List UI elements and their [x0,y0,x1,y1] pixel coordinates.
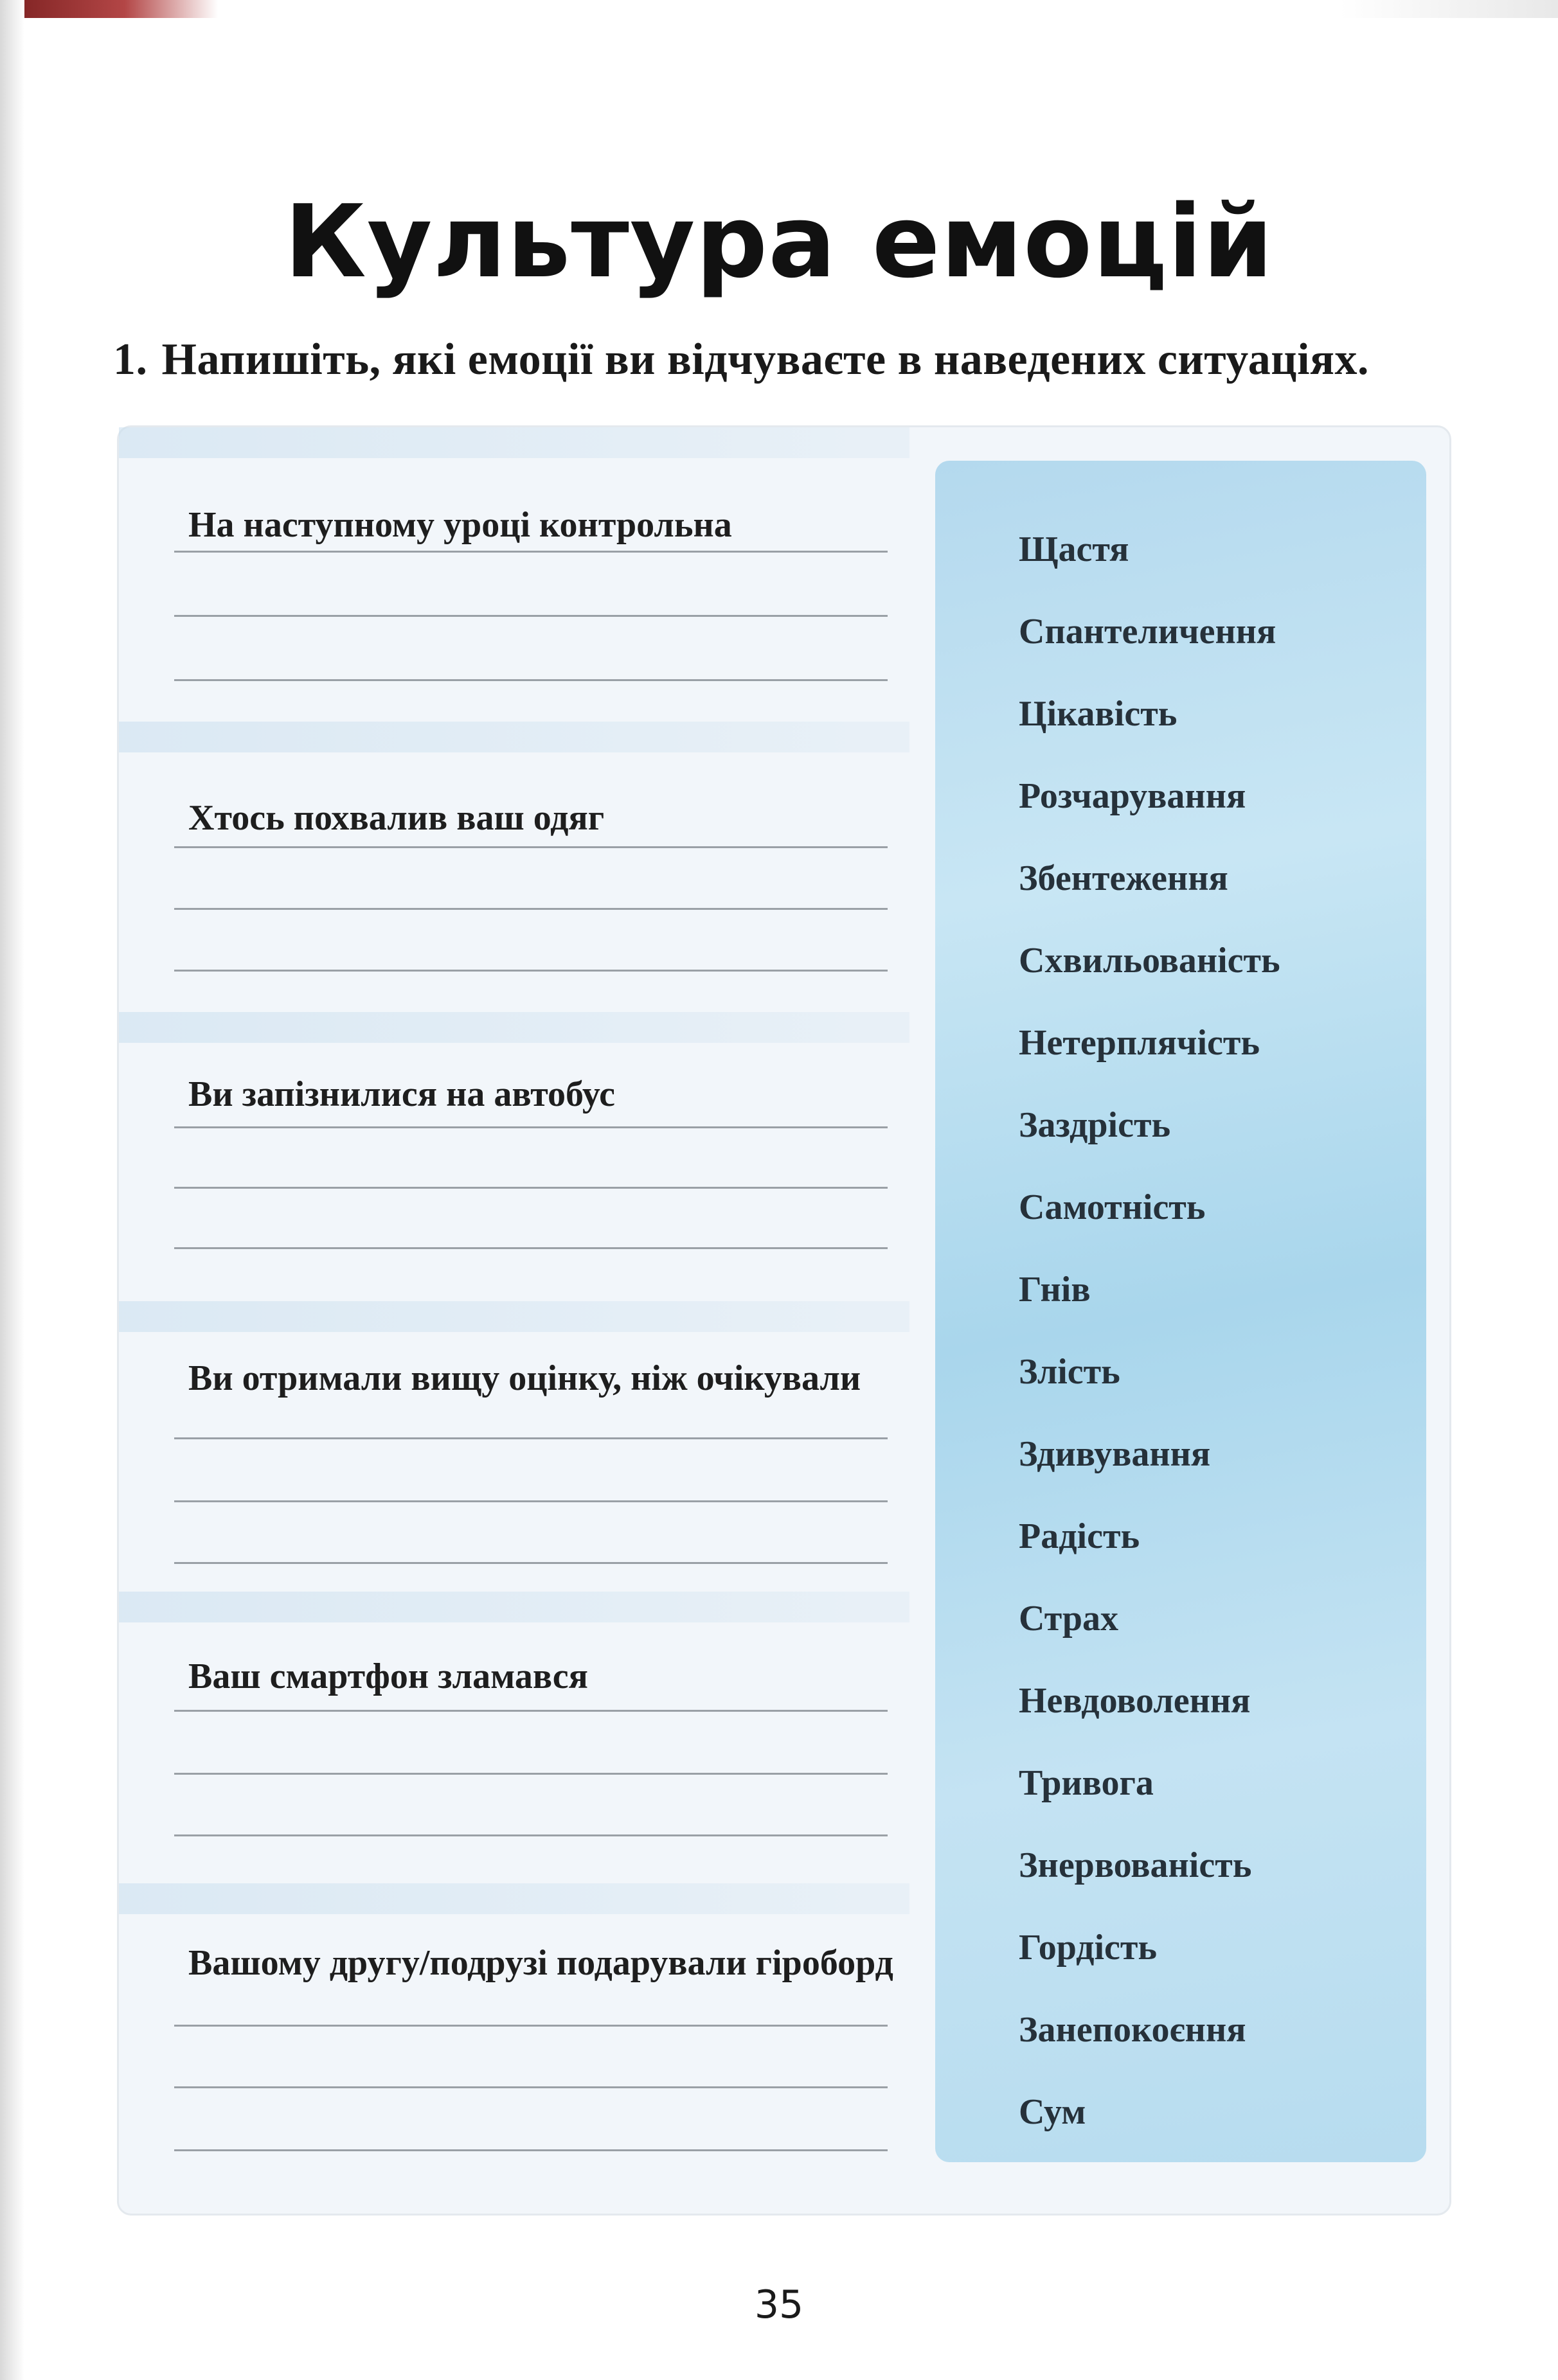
emotion-item: Сум [1019,2092,1086,2132]
situation-label: Ваш смартфон зламався [188,1656,588,1696]
emotion-item: Радість [1019,1516,1140,1556]
emotion-item: Схвильованість [1019,941,1280,981]
answer-line[interactable] [174,679,888,681]
answer-line[interactable] [174,908,888,910]
answer-line[interactable] [174,1562,888,1564]
task-number: 1. [113,335,148,384]
answer-line[interactable] [174,846,888,848]
answer-line[interactable] [174,1773,888,1775]
situation-label: Ви отримали вищу оцінку, ніж очікували [188,1358,861,1398]
emotion-item: Цікавість [1019,694,1177,734]
answer-line[interactable] [174,1437,888,1439]
page-shadow [0,0,24,2380]
emotion-item: Щастя [1019,529,1129,569]
emotion-item: Страх [1019,1599,1119,1638]
situation-label: На наступному уроці контрольна [188,505,732,545]
emotions-list [1019,530,1280,2175]
answer-line[interactable] [174,1710,888,1712]
emotion-item: Розчарування [1019,776,1246,816]
emotion-item: Невдоволення [1019,1681,1251,1721]
situations-column [119,427,909,2214]
emotion-item: Знервованість [1019,1845,1252,1885]
answer-line[interactable] [174,1187,888,1189]
emotion-item: Гордість [1019,1928,1157,1967]
answer-line[interactable] [174,1834,888,1836]
emotion-item: Гнів [1019,1270,1091,1310]
page-title: Культура емоцій [284,182,1274,300]
answer-line[interactable] [174,1126,888,1128]
emotion-item: Тривога [1019,1763,1154,1803]
answer-line[interactable] [174,970,888,972]
situation-label: Хтось похвалив ваш одяг [188,798,605,838]
situation-label: Ви запізнилися на автобус [188,1074,615,1114]
task-instruction [113,334,1463,386]
emotion-item: Заздрість [1019,1105,1171,1145]
answer-line[interactable] [174,2086,888,2088]
page-edge [0,0,1558,18]
page-number: 35 [754,2282,804,2327]
answer-line[interactable] [174,1500,888,1502]
emotion-item: Збентеження [1019,858,1228,898]
answer-line[interactable] [174,2149,888,2151]
emotion-item: Самотність [1019,1187,1206,1227]
emotion-item: Занепокоєння [1019,2010,1246,2050]
answer-line[interactable] [174,2025,888,2027]
emotion-item: Злість [1019,1352,1120,1392]
answer-line[interactable] [174,615,888,617]
task-text: Напишіть, які емоції ви відчуваєте в наведених ситуаціях. [161,335,1369,384]
emotion-item: Здивування [1019,1434,1211,1474]
emotion-item: Нетерплячість [1019,1023,1260,1063]
answer-line[interactable] [174,551,888,553]
exercise-panel [117,425,1451,2216]
emotion-item: Спантеличення [1019,612,1276,652]
situation-label: Вашому другу/подрузі подарували гіроборд [188,1943,893,1983]
answer-line[interactable] [174,1247,888,1249]
emotions-list-box [935,461,1426,2162]
